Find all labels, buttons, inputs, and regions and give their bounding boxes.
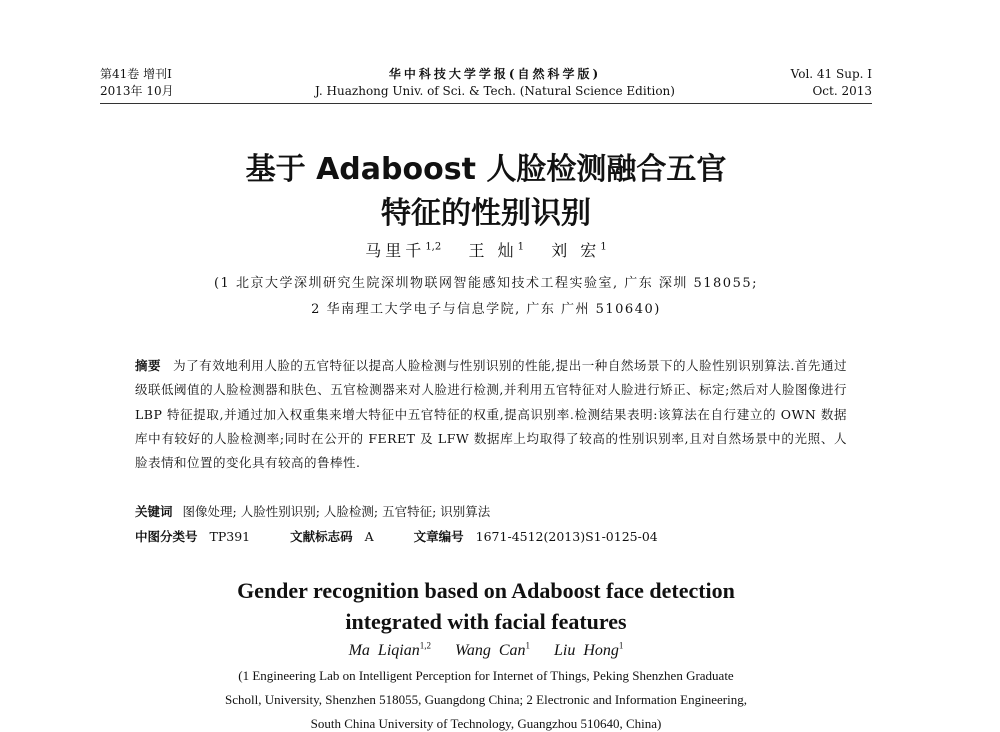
author-cn: 王 灿$^1$ — [468, 241, 524, 260]
header-volume-en: Vol. 41 Sup. Ⅰ — [790, 67, 872, 81]
header-date-en: Oct. 2013 — [812, 84, 872, 98]
author-en: Wang Can$^1$ — [454, 641, 530, 660]
clc-value: TP391 — [209, 529, 251, 544]
author-cn: 刘 宏$^1$ — [551, 241, 607, 260]
title-en-line1: Gender recognition based on Adaboost face detection — [237, 578, 735, 603]
keywords-cn — [135, 502, 847, 520]
header-volume-info-en — [740, 66, 872, 100]
author-en: Ma Liqian$^{1,2}$ — [348, 641, 431, 660]
affiliation-en-line3: South China University of Technology, Guangzhou 510640, China) — [310, 716, 662, 731]
title-cn-line2: 特征的性别识别 — [381, 196, 591, 231]
keywords-label: 关键词 — [135, 504, 173, 519]
header-journal-name — [260, 66, 730, 100]
doc-code-label: 文献标志码 — [290, 529, 353, 544]
author-cn: 马里千$^{1,2}$ — [365, 241, 442, 260]
authors-en — [100, 641, 872, 660]
affiliation-cn-line2: 2 华南理工大学电子与信息学院, 广东 广州 510640) — [311, 302, 661, 317]
affiliation-en-line1: (1 Engineering Lab on Intelligent Perception for Internet of Things, Peking Shenzhen Graduate — [238, 668, 734, 683]
journal-name-cn: 华中科技大学学报(自然科学版) — [388, 67, 602, 81]
affiliation-cn-line1: (1 北京大学深圳研究生院深圳物联网智能感知技术工程实验室, 广东 深圳 518055; — [213, 276, 758, 291]
abstract-cn — [135, 354, 847, 475]
journal-name-en: J. Huazhong Univ. of Sci. & Tech. (Natural Science Edition) — [315, 84, 675, 98]
abstract-label: 摘要 — [135, 358, 162, 373]
keywords-text: 图像处理; 人脸性别识别; 人脸检测; 五官特征; 识别算法 — [182, 504, 491, 519]
authors-cn — [100, 238, 872, 261]
article-number-value: 1671-4512(2013)S1-0125-04 — [475, 529, 658, 544]
header-divider — [100, 103, 872, 104]
header-date-cn: 2013年 10月 — [100, 84, 174, 98]
abstract-text: 为了有效地利用人脸的五官特征以提高人脸检测与性别识别的性能,提出一种自然场景下的人脸性别识别算法.首先通过级联低阈值的人脸检测器和肤色、五官检测器来对人脸进行检测,并利用五官特征对人脸进行矫正、标定;然后对人脸图像进行 LBP 特征提取,并通过加入权重集来增大特征中五官特征的权重,提高识别率.检测结果表明:该算法在自行建立的 OWN 数据库中有较好的人脸检测率;同时在公开的 FERET 及 LFW 数据库上均取得了较高的性别识别率,且对自然场景中的光照、人脸表情和位置的变化具有较高的鲁棒性. — [135, 358, 847, 471]
header-volume: 第41卷 增刊Ⅰ — [100, 67, 172, 81]
title-cn-line1: 基于 Adaboost 人脸检测融合五官 — [245, 152, 727, 187]
title-en-line2: integrated with facial features — [345, 609, 627, 634]
header-volume-info — [100, 66, 240, 100]
article-number-label: 文章编号 — [413, 529, 464, 544]
author-en: Liu Hong$^1$ — [554, 641, 624, 660]
affiliation-en-line2: Scholl, University, Shenzhen 518055, Guangdong China; 2 Electronic and Information Engineering, — [225, 692, 747, 707]
classification-info — [135, 527, 847, 545]
doc-code-value: A — [364, 529, 374, 544]
clc-label: 中图分类号 — [135, 529, 198, 544]
